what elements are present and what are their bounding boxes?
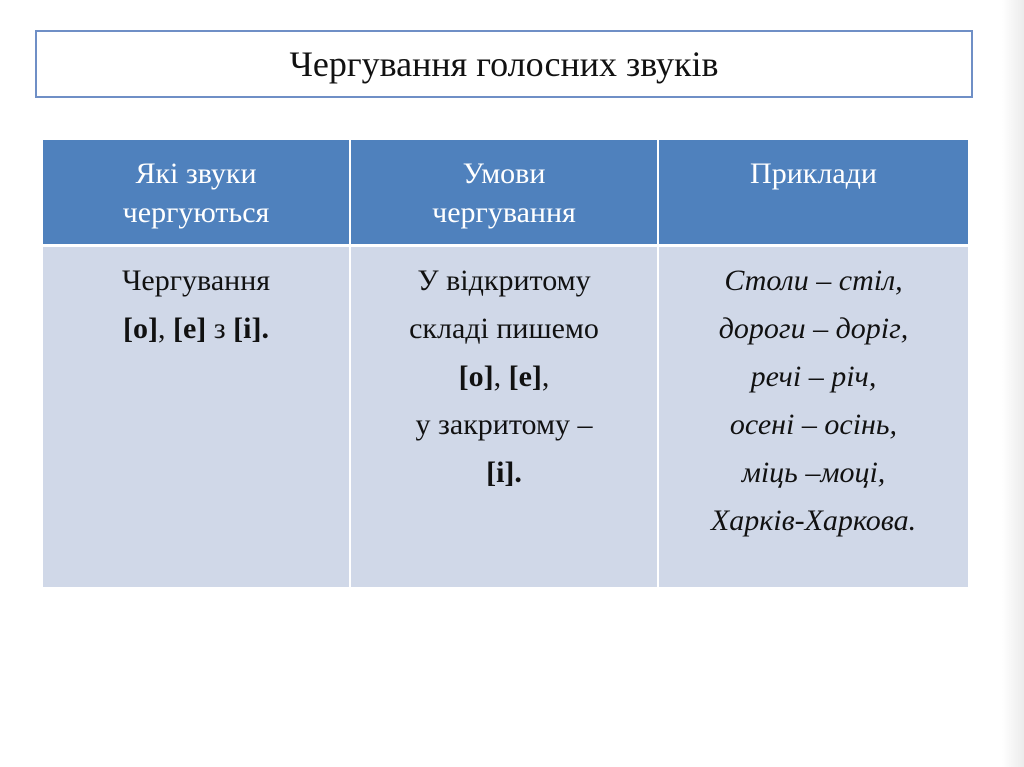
table-header-row [43,140,968,245]
title-box [35,30,973,98]
bold-vowel-e: [е] [173,311,207,345]
header-conditions [350,140,658,245]
header-line: чергування [432,196,576,229]
header-which-sounds [43,140,350,245]
separator: , [493,359,509,393]
header-line: Умови [462,157,546,190]
example-line: міць –моці, [741,455,886,489]
cell-line: У відкритому [417,263,591,297]
example-line: дороги – доріг, [718,311,909,345]
bold-vowel-i: [і]. [486,455,522,489]
cell-line: Чергування [121,263,271,297]
example-line: Харків-Харкова. [710,503,917,537]
bold-vowel-e: [е] [508,359,542,393]
header-line: Приклади [750,157,877,190]
example-line: осені – осінь, [729,407,898,441]
cell-line [359,353,649,401]
separator: , [158,311,173,345]
header-examples [658,140,968,245]
table-row [43,245,968,587]
bold-vowel-o: [о] [458,359,494,393]
cell-which-sounds [43,245,350,587]
bold-vowel-o: [о] [123,311,158,345]
connector-text: з [206,311,234,345]
slide-edge-shadow [1002,0,1024,767]
cell-conditions [350,245,658,587]
cell-line [359,449,649,497]
example-line: речі – річ, [750,359,877,393]
cell-examples [658,245,968,587]
slide-title: Чергування голосних звуків [289,44,719,84]
cell-line [51,305,341,353]
example-line: Столи – стіл, [724,263,903,297]
header-line: чергуються [122,196,270,229]
vowel-alternation-table [43,140,968,587]
header-line: Які звуки [135,157,257,190]
cell-line: у закритому – [415,407,593,441]
bold-vowel-i: [і]. [233,311,269,345]
cell-line: складі пишемо [409,311,599,345]
punctuation: , [541,359,550,393]
